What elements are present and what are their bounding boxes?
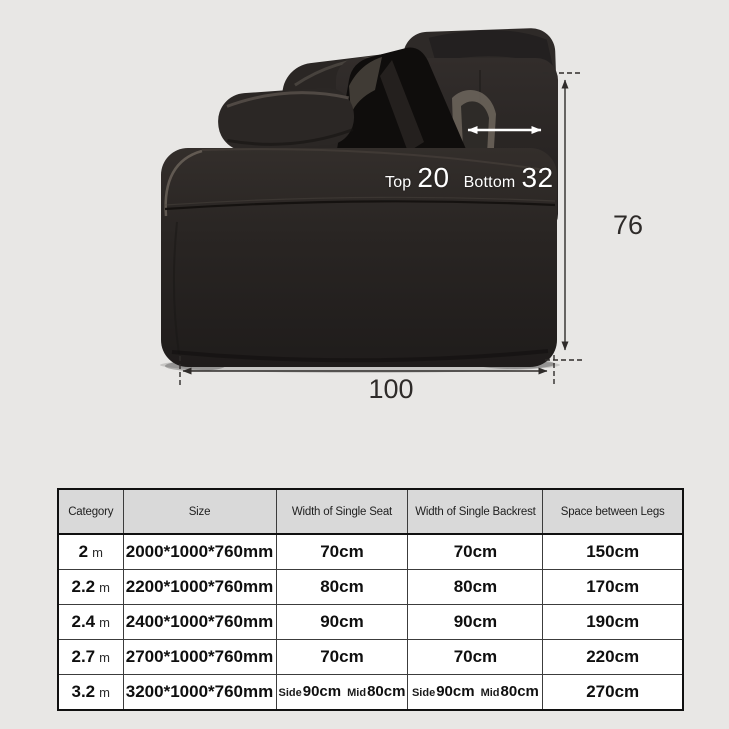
- table-cell: 2200*1000*760mm: [123, 570, 276, 605]
- table-cell: 2000*1000*760mm: [123, 534, 276, 570]
- table-cell: 2700*1000*760mm: [123, 640, 276, 675]
- table-row: [58, 675, 683, 711]
- table-cell: 90cm: [408, 605, 543, 640]
- spec-table: [57, 488, 684, 711]
- table-cell: 2.4 m: [58, 605, 123, 640]
- table-cell: 2.2 m: [58, 570, 123, 605]
- sofa-illustration: [160, 27, 560, 373]
- depth-dimension-label: 100: [368, 374, 414, 404]
- table-cell: 90cm: [276, 605, 408, 640]
- height-dimension-label: 76: [612, 210, 644, 240]
- table-row: [58, 534, 683, 570]
- header-row: [58, 489, 683, 534]
- table-cell: 3200*1000*760mm: [123, 675, 276, 711]
- table-cell: 70cm: [276, 640, 408, 675]
- table-cell: 170cm: [543, 570, 683, 605]
- spec-table-body: [58, 534, 683, 710]
- table-cell: 2.7 m: [58, 640, 123, 675]
- bottom-label: Bottom: [463, 174, 516, 191]
- table-cell: 80cm: [276, 570, 408, 605]
- table-cell: Side90cm Mid80cm: [276, 675, 408, 711]
- table-cell: 270cm: [543, 675, 683, 711]
- header-seat-width: Width of Single Seat: [276, 489, 408, 534]
- table-cell: 70cm: [408, 534, 543, 570]
- table-row: [58, 640, 683, 675]
- header-size: Size: [123, 489, 276, 534]
- spec-table-header: [58, 489, 683, 534]
- table-cell: Side90cm Mid80cm: [408, 675, 543, 711]
- top-value: 20: [417, 162, 450, 193]
- table-row: [58, 605, 683, 640]
- top-bottom-annotation: [385, 162, 554, 194]
- spec-table-container: [57, 488, 684, 711]
- table-cell: 3.2 m: [58, 675, 123, 711]
- table-cell: 220cm: [543, 640, 683, 675]
- table-row: [58, 570, 683, 605]
- table-cell: 2 m: [58, 534, 123, 570]
- table-cell: 150cm: [543, 534, 683, 570]
- table-cell: 2400*1000*760mm: [123, 605, 276, 640]
- header-backrest-width: Width of Single Backrest: [408, 489, 543, 534]
- header-category: Category: [58, 489, 123, 534]
- header-leg-space: Space between Legs: [543, 489, 683, 534]
- table-cell: 70cm: [408, 640, 543, 675]
- table-cell: 190cm: [543, 605, 683, 640]
- table-cell: 80cm: [408, 570, 543, 605]
- bottom-value: 32: [521, 162, 554, 193]
- table-cell: 70cm: [276, 534, 408, 570]
- top-label: Top: [385, 174, 412, 191]
